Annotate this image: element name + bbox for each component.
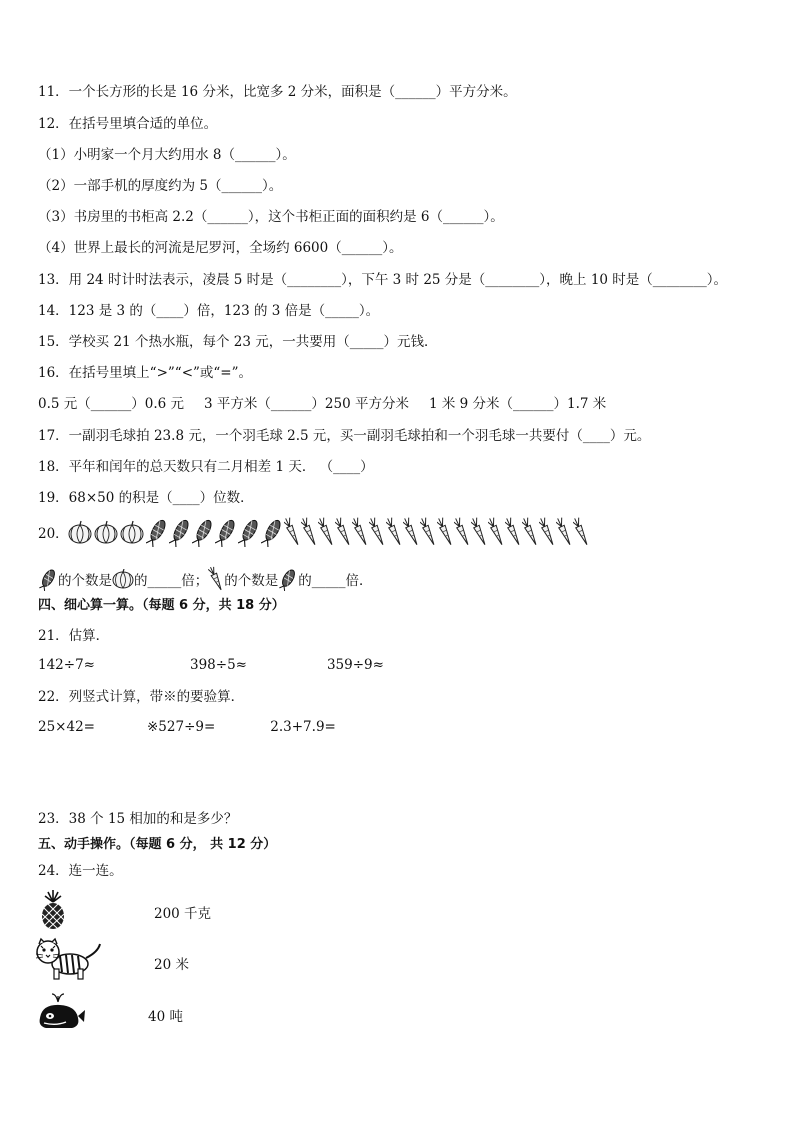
q20-label: 20． xyxy=(38,526,69,542)
q12-3: （3）书房里的书柜高 2.2（______），这个书柜正面的面积约是 6（______）。 xyxy=(38,209,504,225)
q12-2: （2）一部手机的厚度约为 5（______）。 xyxy=(38,178,283,194)
corn-icon xyxy=(38,567,58,596)
q16: 16．在括号里填上“>”“<”或“=”。 xyxy=(38,365,253,381)
q23: 23．38 个 15 相加的和是多少？ xyxy=(38,811,238,827)
corn-icon xyxy=(192,517,214,551)
carrot-icon xyxy=(471,517,487,551)
carrot-icon xyxy=(505,517,521,551)
q12-1: （1）小明家一个月大约用水 8（______）。 xyxy=(38,147,296,163)
q16-row xyxy=(38,395,606,413)
q12-4: （4）世界上最长的河流是尼罗河，全场约 6600（______）。 xyxy=(38,240,403,256)
corn-icon xyxy=(169,517,191,551)
carrot-icon xyxy=(556,517,572,551)
carrot-icon xyxy=(420,517,436,551)
pumpkin-icon xyxy=(120,520,144,548)
q22-a: 25×42= xyxy=(38,719,95,735)
carrot-icon xyxy=(301,517,317,551)
q24: 24．连一连。 xyxy=(38,863,123,879)
q13: 13．用 24 时计时法表示，凌晨 5 时是（________），下午 3 时 25 分是（________），晚上 10 时是（________）。 xyxy=(38,272,728,288)
carrot-icon xyxy=(208,566,224,597)
carrot-icon xyxy=(522,517,538,551)
q21-c: 359÷9≈ xyxy=(326,657,384,673)
pumpkin-icon xyxy=(94,520,118,548)
q11: 11．一个长方形的长是 16 分米，比宽多 2 分米，面积是（______）平方分米。 xyxy=(38,84,517,100)
q20-text-3: 的个数是 xyxy=(224,573,279,589)
corn-icon xyxy=(238,517,260,551)
pumpkin-icon xyxy=(68,520,92,548)
pumpkin-icon xyxy=(112,569,134,594)
tiger-icon xyxy=(34,936,102,980)
carrot-icon xyxy=(403,517,419,551)
label-20m: 20 米 xyxy=(154,957,189,973)
q20-text-4: 的_____倍． xyxy=(298,573,373,589)
q22-b: ※527÷9= xyxy=(146,719,216,735)
carrot-icon xyxy=(284,517,300,551)
carrot-icon xyxy=(386,517,402,551)
carrot-icon xyxy=(573,517,589,551)
q17: 17．一副羽毛球拍 23.8 元，一个羽毛球 2.5 元，买一副羽毛球拍和一个羽毛球一共要付（____）元。 xyxy=(38,428,651,444)
carrot-icon xyxy=(352,517,368,551)
carrot-icon xyxy=(318,517,334,551)
q16-b: 3 平方米（______）250 平方分米 xyxy=(204,396,409,412)
section-4-title: 四、细心算一算。（每题 6 分，共 18 分） xyxy=(38,598,285,613)
corn-icon xyxy=(278,567,298,596)
q20-picture-row xyxy=(68,517,590,551)
label-200kg: 200 千克 xyxy=(154,906,212,922)
q14: 14．123 是 3 的（____）倍，123 的 3 倍是（_____）。 xyxy=(38,303,380,319)
q12: 12．在括号里填合适的单位。 xyxy=(38,116,218,132)
q22-row xyxy=(38,718,336,736)
q16-c: 1 米 9 分米（______）1.7 米 xyxy=(428,396,607,412)
q21: 21．估算． xyxy=(38,628,110,644)
corn-icon xyxy=(215,517,237,551)
section-5-title: 五、动手操作。（每题 6 分， 共 12 分） xyxy=(38,837,277,852)
carrot-icon xyxy=(454,517,470,551)
pineapple-icon xyxy=(36,890,70,930)
carrot-icon xyxy=(369,517,385,551)
carrot-icon xyxy=(335,517,351,551)
q21-a: 142÷7≈ xyxy=(38,657,95,673)
corn-icon xyxy=(261,517,283,551)
corn-icon xyxy=(146,517,168,551)
whale-icon xyxy=(36,992,86,1032)
q21-b: 398÷5≈ xyxy=(189,657,247,673)
q22-c: 2.3+7.9= xyxy=(270,719,336,735)
q21-row xyxy=(38,656,384,674)
carrot-icon xyxy=(488,517,504,551)
q18: 18．平年和闰年的总天数只有二月相差 1 天． （____） xyxy=(38,459,374,475)
q16-a: 0.5 元（______）0.6 元 xyxy=(38,396,185,412)
carrot-icon xyxy=(437,517,453,551)
q19: 19．68×50 的积是（____）位数． xyxy=(38,490,254,506)
q20-text-1: 的个数是 xyxy=(58,573,112,589)
q20-text-2: 的_____倍； xyxy=(134,573,209,589)
q15: 15．学校买 21 个热水瓶，每个 23 元，一共要用（_____）元钱． xyxy=(38,334,438,350)
label-40t: 40 吨 xyxy=(148,1009,183,1025)
q20-answer-line xyxy=(38,566,373,597)
carrot-icon xyxy=(539,517,555,551)
q22: 22．列竖式计算，带※的要验算． xyxy=(38,689,245,705)
